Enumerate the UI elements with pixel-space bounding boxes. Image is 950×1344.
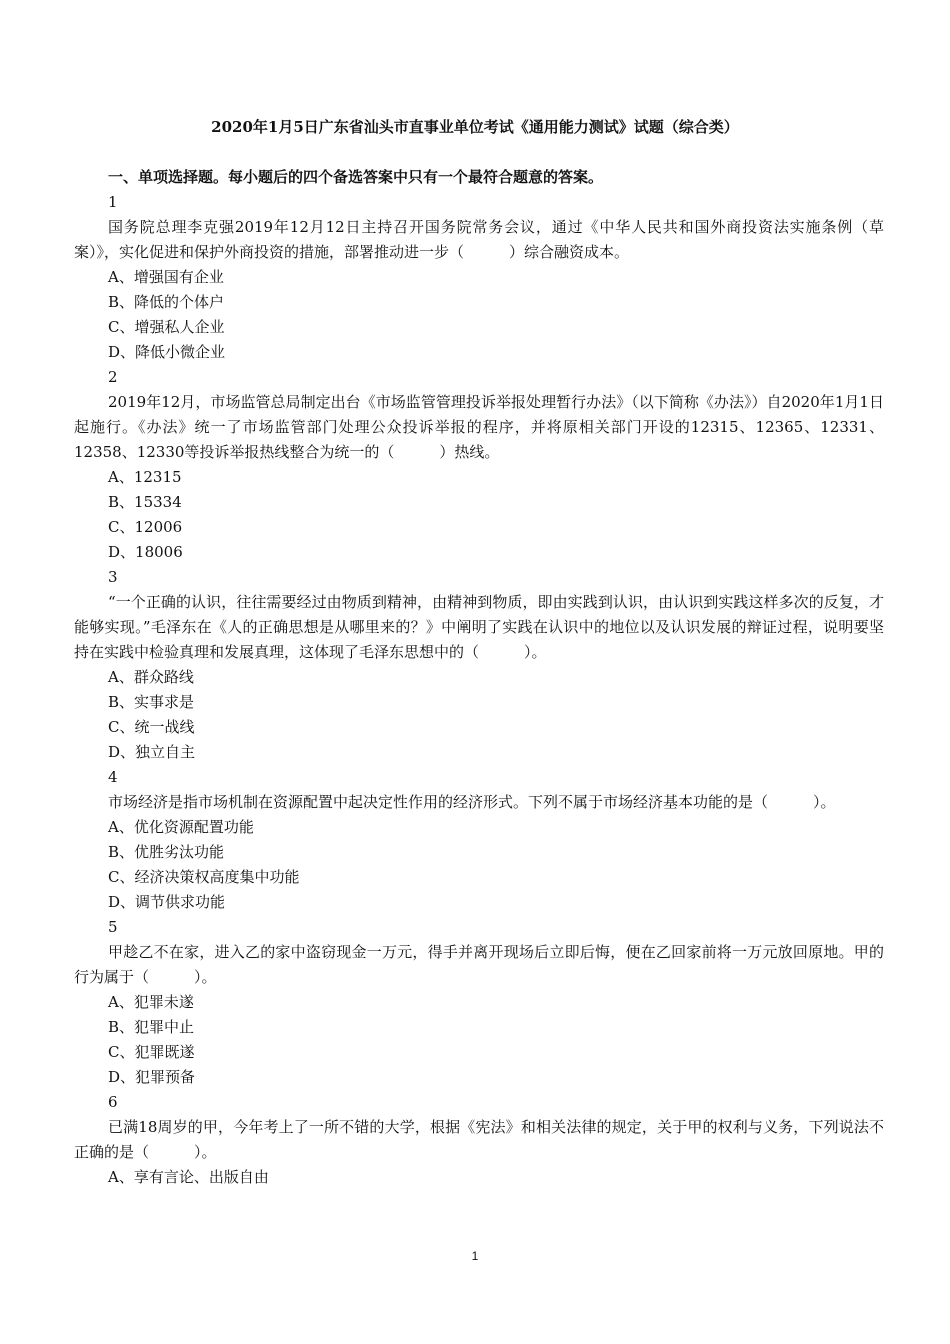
answer-option: A、12315 [108,468,182,486]
question-stem: 2019年12月，市场监管总局制定出台《市场监管管理投诉举报处理暂行办法》（以下简称《办法》）自2020年1月1日起施行。《办法》统一了市场监管部门处理公众投诉举报的程序，并将原相关部门开设的12315、12365、12331、12358、12330等投诉举报热线整合为统一的（ ）热线。 [74,393,884,461]
answer-option: C、经济决策权高度集中功能 [108,868,300,886]
question-number: 5 [108,918,118,936]
question-number: 3 [108,568,118,586]
question-number: 2 [108,368,118,386]
answer-option: B、降低的个体户 [108,293,225,311]
answer-option: D、降低小微企业 [108,343,226,361]
answer-option: C、增强私人企业 [108,318,225,336]
question-number: 1 [108,193,118,211]
answer-option: C、统一战线 [108,718,195,736]
answer-option: D、独立自主 [108,743,196,761]
answer-option: A、增强国有企业 [108,268,224,286]
section-heading: 一、单项选择题。每小题后的四个备选答案中只有一个最符合题意的答案。 [108,168,604,186]
answer-option: A、犯罪未遂 [108,993,194,1011]
question-stem: 国务院总理李克强2019年12月12日主持召开国务院常务会议，通过《中华人民共和国外商投资法实施条例（草案）》，实化促进和保护外商投资的措施，部署推动进一步（ ）综合融资成本。 [74,218,884,261]
document-title: 2020年1月5日广东省汕头市直事业单位考试《通用能力测试》试题（综合类） [211,118,739,136]
question-stem: 已满18周岁的甲，今年考上了一所不错的大学，根据《宪法》和相关法律的规定，关于甲的权利与义务，下列说法不正确的是（ ）。 [74,1118,884,1161]
answer-option: B、犯罪中止 [108,1018,195,1036]
answer-option: B、实事求是 [108,693,195,711]
answer-option: A、群众路线 [108,668,194,686]
question-number: 4 [108,768,118,786]
page-number: 1 [471,1249,479,1263]
answer-option: A、享有言论、出版自由 [108,1168,269,1186]
answer-option: C、犯罪既遂 [108,1043,195,1061]
answer-option: B、优胜劣汰功能 [108,843,225,861]
answer-option: D、18006 [108,543,183,561]
question-stem: 甲趁乙不在家，进入乙的家中盗窃现金一万元，得手并离开现场后立即后悔，便在乙回家前将一万元放回原地。甲的行为属于（ ）。 [74,943,884,986]
question-stem: 市场经济是指市场机制在资源配置中起决定性作用的经济形式。下列不属于市场经济基本功能的是（ ）。 [108,793,836,811]
question-number: 6 [108,1093,118,1111]
answer-option: D、犯罪预备 [108,1068,196,1086]
answer-option: D、调节供求功能 [108,893,226,911]
answer-option: B、15334 [108,493,182,511]
answer-option: A、优化资源配置功能 [108,818,254,836]
question-list [74,190,884,1190]
question-stem: “一个正确的认识，往往需要经过由物质到精神，由精神到物质，即由实践到认识，由认识到实践这样多次的反复，才能够实现。”毛泽东在《人的正确思想是从哪里来的？》中阐明了实践在认识中的地位以及认识发展的辩证过程，说明要坚持在实践中检验真理和发展真理，这体现了毛泽东思想中的（ ）。 [74,593,884,661]
answer-option: C、12006 [108,518,183,536]
